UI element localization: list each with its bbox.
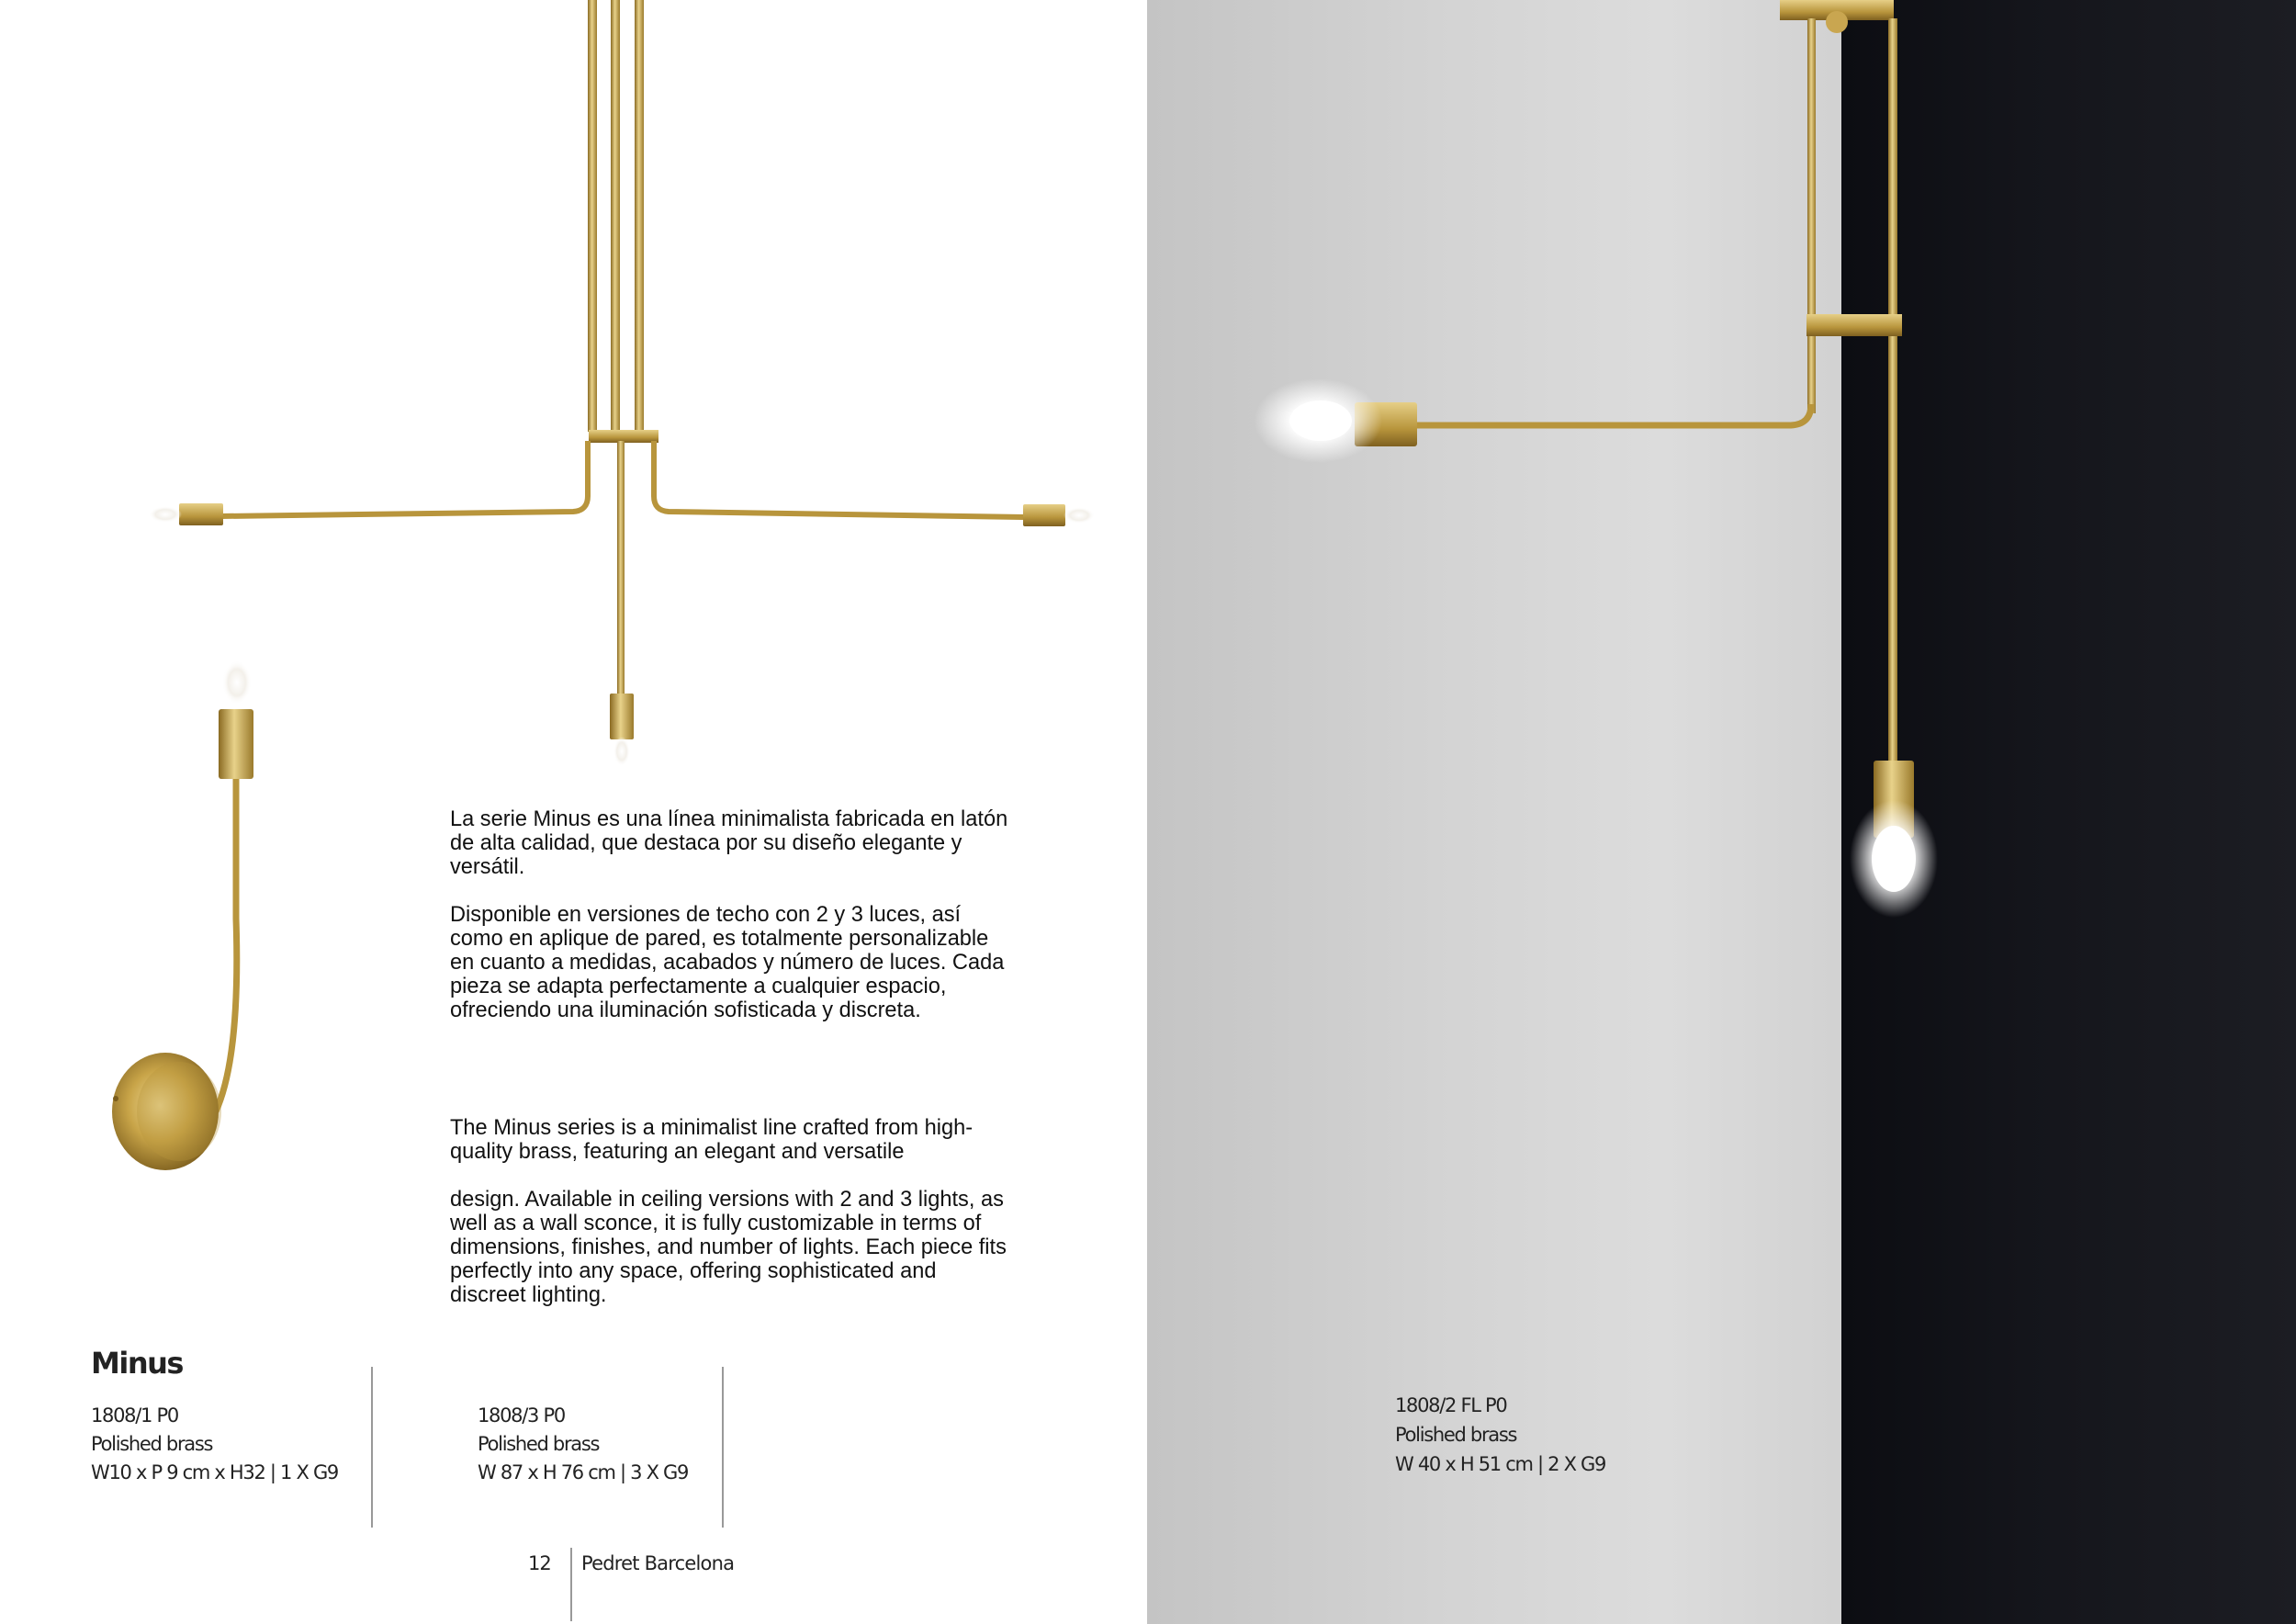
collection-title: Minus (91, 1346, 183, 1381)
description-en-paragraph-2: design. Available in ceiling versions with 2 and 3 lights, as well as a wall sconce, it is fully customizable in terms of dimensions, finishes, and number of lights. Each piece fits perfectly into any space, offering sophisticated and discreet lighting. (450, 1188, 1007, 1307)
page-number: 12 (528, 1552, 551, 1574)
product-finish: Polished brass (478, 1433, 600, 1455)
product-finish: Polished brass (91, 1433, 213, 1455)
spec-divider (371, 1367, 373, 1528)
dark-wall-background (1841, 0, 2296, 1624)
product-code: 1808/2 FL P0 (1395, 1394, 1507, 1416)
footer-brand: Pedret Barcelona (581, 1552, 735, 1574)
product-spec-1808-3 (478, 1402, 688, 1487)
description-es-paragraph-1: La serie Minus es una línea minimalista fabricada en latón de alta calidad, que destaca por su diseño elegante y versátil. (450, 807, 1008, 879)
product-dimensions: W 40 x H 51 cm | 2 X G9 (1395, 1453, 1606, 1475)
product-spec-1808-1 (91, 1402, 338, 1487)
description-en-paragraph-1: The Minus series is a minimalist line crafted from high-quality brass, featuring an elegant and versatile (450, 1116, 974, 1164)
product-finish: Polished brass (1395, 1424, 1517, 1446)
left-page (0, 0, 1147, 1624)
spec-divider (722, 1367, 724, 1528)
product-code: 1808/1 P0 (91, 1404, 178, 1427)
product-code: 1808/3 P0 (478, 1404, 565, 1427)
product-dimensions: W 87 x H 76 cm | 3 X G9 (478, 1461, 689, 1483)
product-dimensions: W10 x P 9 cm x H32 | 1 X G9 (91, 1461, 338, 1483)
footer-divider (570, 1548, 572, 1621)
ceiling-fixture-3-light-photo (149, 0, 1095, 766)
product-spec-1808-2-fl (1395, 1391, 1605, 1479)
wall-sconce-photo (112, 660, 253, 1170)
description-es-paragraph-2: Disponible en versiones de techo con 2 y 3 luces, así como en aplique de pared, es totalmente personalizable en cuanto a medidas, acabados y número de luces. Cada pieza se adapta perfectamente a cualquier espacio, ofreciendo una iluminación sofisticada y discreta. (450, 903, 1005, 1022)
